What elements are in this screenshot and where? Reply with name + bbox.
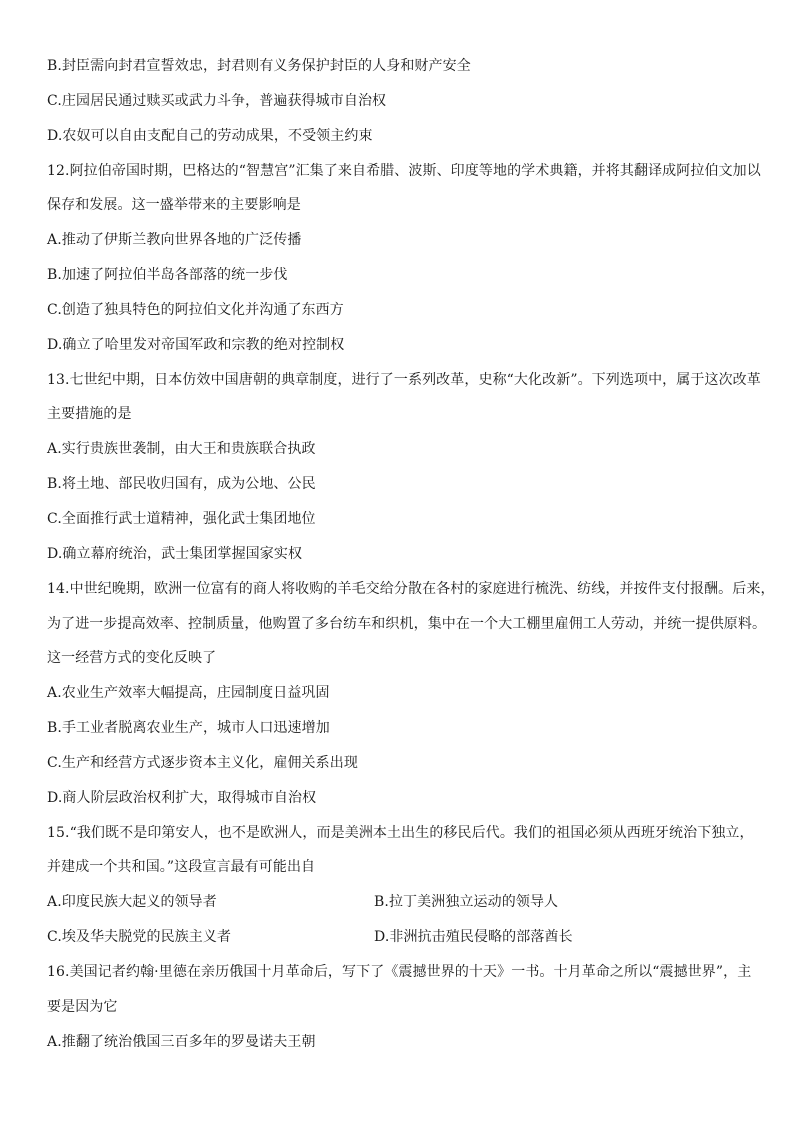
q16-stem-line-2: 要是因为它 bbox=[47, 999, 118, 1015]
q12-stem-line-2: 保存和发展。这一盛举带来的主要影响是 bbox=[47, 197, 301, 213]
q16-option-a: A.推翻了统治俄国三百多年的罗曼诺夫王朝 bbox=[47, 1034, 316, 1050]
q15-stem-line-1: 15.“我们既不是印第安人，也不是欧洲人，而是美洲本土出生的移民后代。我们的祖国必须从西班牙统治下独立， bbox=[47, 825, 754, 841]
q15-options-row-1 bbox=[47, 892, 754, 912]
q14-option-c: C.生产和经营方式逐步资本主义化，雇佣关系出现 bbox=[47, 755, 358, 771]
q15-option-b: B.拉丁美洲独立运动的领导人 bbox=[374, 894, 559, 910]
q14-option-b: B.手工业者脱离农业生产，城市人口迅速增加 bbox=[47, 720, 330, 736]
q14-stem-line-2: 为了进一步提高效率、控制质量，他购置了多台纺车和织机，集中在一个大工棚里雇佣工人劳动，并统一提供原料。 bbox=[47, 616, 767, 632]
q16-stem-line-1: 16.美国记者约翰·里德在亲历俄国十月革命后，写下了《震撼世界的十天》一书。十月革命之所以“震撼世界”，主 bbox=[47, 964, 752, 980]
q13-stem-line-2: 主要措施的是 bbox=[47, 406, 132, 422]
q13-option-b: B.将土地、部民收归国有，成为公地、公民 bbox=[47, 476, 316, 492]
q13-option-c: C.全面推行武士道精神，强化武士集团地位 bbox=[47, 511, 316, 527]
q15-option-c: C.埃及华夫脱党的民族主义者 bbox=[47, 929, 232, 945]
q14-option-a: A.农业生产效率大幅提高，庄园制度日益巩固 bbox=[47, 685, 330, 701]
q12-option-c: C.创造了独具特色的阿拉伯文化并沟通了东西方 bbox=[47, 302, 344, 318]
q11-option-b: B.封臣需向封君宣誓效忠，封君则有义务保护封臣的人身和财产安全 bbox=[47, 58, 471, 74]
q13-option-d: D.确立幕府统治，武士集团掌握国家实权 bbox=[47, 546, 303, 562]
q12-stem-line-1: 12.阿拉伯帝国时期，巴格达的“智慧宫”汇集了来自希腊、波斯、印度等地的学术典籍，并将其翻译成阿拉伯文加以 bbox=[47, 163, 761, 179]
q12-option-b: B.加速了阿拉伯半岛各部落的统一步伐 bbox=[47, 267, 288, 283]
q14-stem-line-3: 这一经营方式的变化反映了 bbox=[47, 650, 217, 666]
q15-options-row-2 bbox=[47, 927, 754, 947]
q14-option-d: D.商人阶层政治权利扩大，取得城市自治权 bbox=[47, 790, 317, 806]
q13-stem-line-1: 13.七世纪中期，日本仿效中国唐朝的典章制度，进行了一系列改革，史称“大化改新”。下列选项中，属于这次改革 bbox=[47, 372, 761, 388]
q11-option-c: C.庄园居民通过赎买或武力斗争，普遍获得城市自治权 bbox=[47, 93, 387, 109]
q15-option-a: A.印度民族大起义的领导者 bbox=[47, 894, 217, 910]
q11-option-d: D.农奴可以自由支配自己的劳动成果，不受领主约束 bbox=[47, 128, 373, 144]
q12-option-d: D.确立了哈里发对帝国军政和宗教的绝对控制权 bbox=[47, 337, 345, 353]
q14-stem-line-1: 14.中世纪晚期，欧洲一位富有的商人将收购的羊毛交给分散在各村的家庭进行梳洗、纺线，并按件支付报酬。后来， bbox=[47, 581, 775, 597]
q13-option-a: A.实行贵族世袭制，由大王和贵族联合执政 bbox=[47, 441, 316, 457]
q12-option-a: A.推动了伊斯兰教向世界各地的广泛传播 bbox=[47, 232, 302, 248]
q15-option-d: D.非洲抗击殖民侵略的部落酋长 bbox=[374, 929, 573, 945]
q15-stem-line-2: 并建成一个共和国。”这段宣言最有可能出自 bbox=[47, 859, 316, 875]
